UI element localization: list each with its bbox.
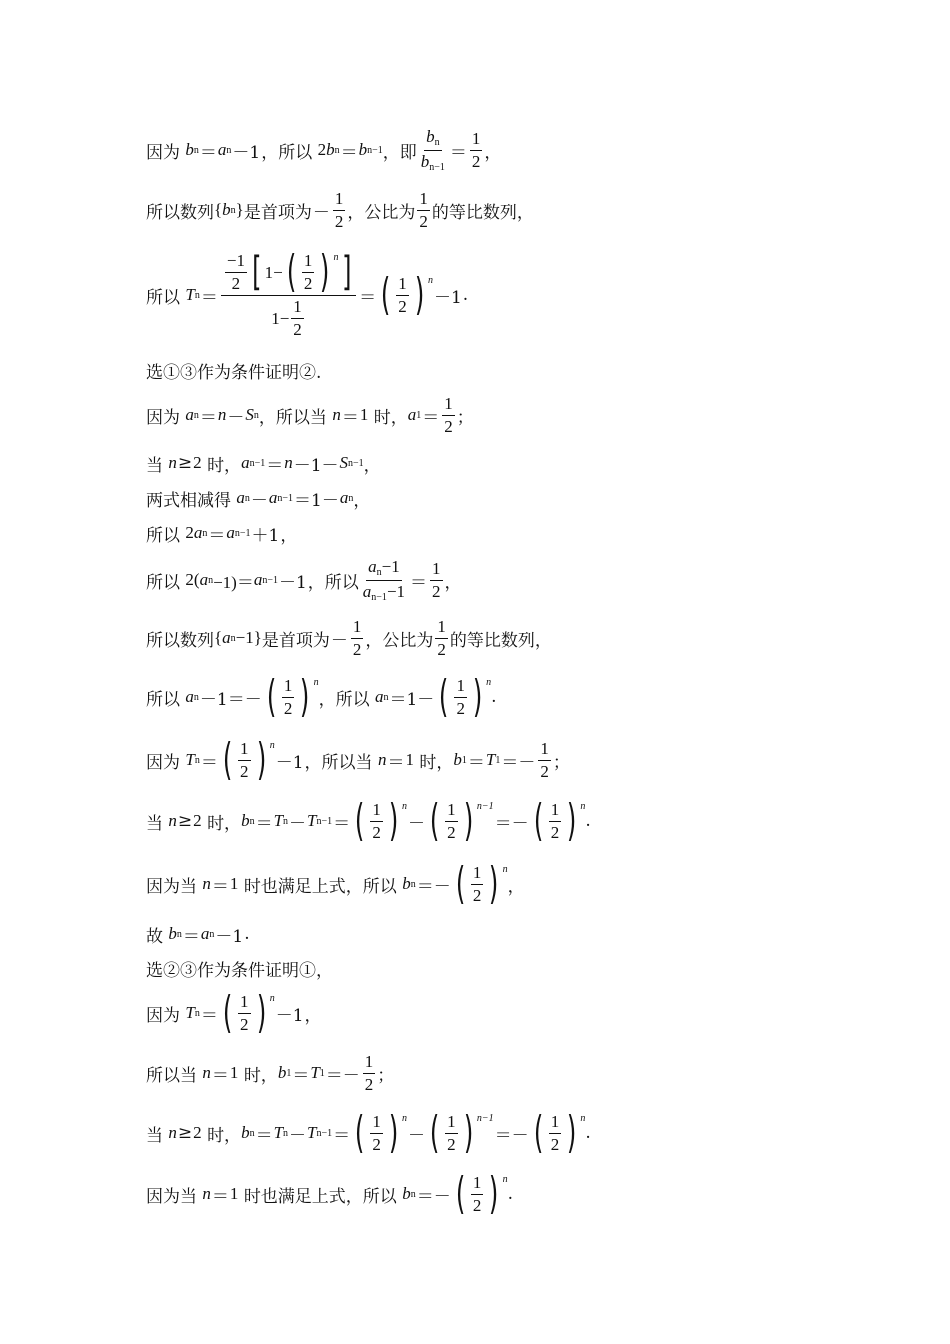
line-13: 当 n ≥ 2 时， b n ＝ T n － T n−1 ＝ ( $\frac{1}{2}$ ) n － ( $\frac{1}{2}$ ) n−1 ＝－ ( $\frac{1}{2}$ ) n .: [146, 795, 591, 846]
line-12-text-b: 所以当: [321, 752, 373, 773]
line-9-text-b: 所以: [324, 572, 359, 593]
line-2: 所以数列 { b n } 是首项为 － $\frac{1}{2}$ ，公比为 $\frac{1}{2}$ 的等比数列，: [146, 188, 534, 231]
line-1-text-c: 即: [399, 142, 417, 163]
line-16: [146, 948, 333, 988]
line-9: 所以 2( a n −1)＝ a n−1 －1 ， 所以 $\frac{a_n-1}{a_{n-1}-1}$ ＝ $\frac{1}{2}$ ，: [146, 557, 462, 603]
line-1: 因为 b n ＝ a n －1 ， 所以 2 b n ＝ b n−1 ， 即 $\frac{b_n}{b_{n-1}}$ ＝ $\frac{1}{2}$ ，: [146, 127, 502, 173]
line-6-text-b: 时，: [207, 455, 242, 476]
line-4: [146, 350, 321, 390]
line-6: 当 n ≥ 2 时， a n−1 ＝ n －1－ S n−1 ，: [146, 443, 381, 483]
line-14-text-a: 因为当: [146, 876, 197, 897]
line-16-text: 选②③作为条件证明①，: [146, 960, 333, 981]
line-4-text: 选①③作为条件证明②.: [146, 362, 322, 383]
line-10-text-d: 的等比数列，: [449, 630, 552, 651]
line-17: 因为 T n ＝ ( $\frac{1}{2}$ ) n －1 ，: [146, 987, 322, 1038]
line-11-text-a: 所以: [146, 689, 180, 710]
line-20: 因为当 n ＝ 1 时也满足上式，所以 b n ＝－ ( $\frac{1}{2}$ ) n .: [146, 1168, 513, 1219]
line-15: 故 b n ＝ a n －1 .: [146, 914, 250, 954]
line-10: 所以数列 { a n −1} 是首项为 － $\frac{1}{2}$ ，公比为 $\frac{1}{2}$ 的等比数列，: [146, 616, 552, 659]
line-5-text-a: 因为: [146, 407, 180, 428]
line-14-text-b: 时也满足上式，所以: [243, 876, 397, 897]
line-11-text-b: 所以: [335, 689, 370, 710]
line-5: 因为 a n ＝ n － S n ， 所以当 n ＝ 1 时， a 1 ＝ $\frac{1}{2}$ ；: [146, 393, 474, 436]
line-11: 所以 a n －1＝－ ( $\frac{1}{2}$ ) n ， 所以 a n ＝1－ ( $\frac{1}{2}$ ) n .: [146, 671, 497, 722]
line-7-text: 两式相减得: [146, 490, 231, 511]
line-19-text-b: 时，: [207, 1125, 242, 1146]
line-10-text-a: 所以数列: [146, 630, 214, 651]
line-12-text-c: 时，: [419, 752, 454, 773]
line-9-text-a: 所以: [146, 572, 180, 593]
line-12-text-a: 因为: [146, 752, 180, 773]
line-10-text-c: ，公比为: [365, 630, 434, 651]
line-17-text: 因为: [146, 1005, 180, 1026]
line-2-text-b: 是首项为: [243, 202, 312, 223]
line-10-text-b: 是首项为: [261, 630, 330, 651]
line-20-text-b: 时也满足上式，所以: [243, 1186, 397, 1207]
line-1-text-b: 所以: [278, 142, 313, 163]
line-18-text-a: 所以当: [146, 1065, 197, 1086]
line-13-text-b: 时，: [207, 813, 242, 834]
line-8: 所以 2 a n ＝ a n−1 ＋1 ，: [146, 513, 297, 553]
line-2-text-d: 的等比数列，: [431, 202, 534, 223]
line-7: 两式相减得 a n － a n−1 ＝1－ a n ，: [146, 478, 370, 518]
line-15-text: 故: [146, 926, 163, 947]
line-2-text-c: ，公比为: [347, 202, 416, 223]
line-20-text-a: 因为当: [146, 1186, 197, 1207]
line-18-text-b: 时，: [243, 1065, 278, 1086]
line-12: 因为 T n ＝ ( $\frac{1}{2}$ ) n －1 ， 所以当 n ＝ 1 时， b 1 ＝ T 1 ＝－ $\frac{1}{2}$ ；: [146, 734, 570, 785]
line-8-text: 所以: [146, 525, 180, 546]
line-5-text-c: 时，: [373, 407, 408, 428]
line-19: 当 n ≥ 2 时， b n ＝ T n － T n−1 ＝ ( $\frac{1}{2}$ ) n － ( $\frac{1}{2}$ ) n−1 ＝－ ( $\frac{1}{2}$ ) n .: [146, 1107, 591, 1158]
line-6-text-a: 当: [146, 455, 163, 476]
line-19-text-a: 当: [146, 1125, 163, 1146]
big-fraction: $\frac{-1}{2}$ [ 1− ( $\frac{1}{2}$ ) n ] 1− $\frac{1}{2}$: [221, 250, 356, 339]
line-2-text-a: 所以数列: [146, 202, 214, 223]
line-5-text-b: 所以当: [275, 407, 327, 428]
fraction-half: $\frac{1}{2}$: [471, 128, 481, 171]
line-3: 所以 T n ＝ $\frac{-1}{2}$ [ 1− ( $\frac{1}{2}$ ) n ] 1− $\frac{1}{2}$ ＝ ( $\frac{1}{2}$ ) n －1 .: [146, 246, 469, 339]
line-3-text-a: 所以: [146, 287, 180, 308]
line-14: 因为当 n ＝ 1 时也满足上式，所以 b n ＝－ ( $\frac{1}{2}$ ) n ，: [146, 858, 525, 909]
line-13-text-a: 当: [146, 813, 163, 834]
line-1-text-a: 因为: [146, 142, 180, 163]
line-18: 所以当 n ＝ 1 时， b 1 ＝ T 1 ＝－ $\frac{1}{2}$ ；: [146, 1051, 395, 1094]
fraction: $\frac{b_n}{b_{n-1}}$: [420, 127, 445, 173]
